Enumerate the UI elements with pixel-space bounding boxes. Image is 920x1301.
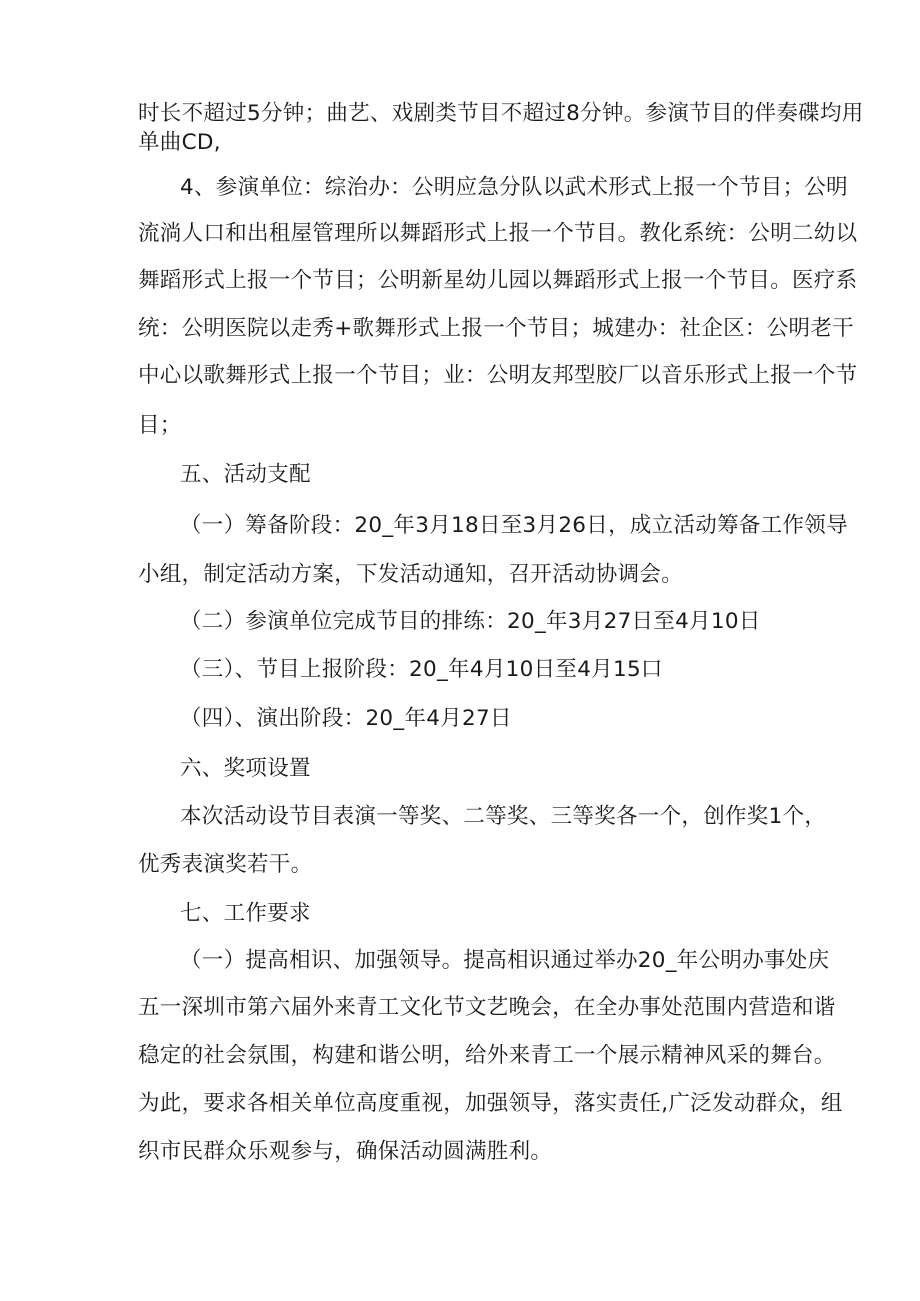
- text-line-requirement-one: （一）提高相识、加强领导。提高相识通过举办20_年公明办事处庆: [180, 948, 830, 973]
- text-line: 小组，制定活动方案，下发活动通知，召开活动协调会。: [138, 562, 684, 587]
- section-heading-activity-schedule: 五、活动支配: [180, 462, 311, 487]
- text-line-preparation-stage: （一）筹备阶段：20_年3月18日至3月26日，成立活动筹备工作领导: [180, 513, 848, 538]
- text-line-duration-limit: 时长不超过5分钟；曲艺、戏剧类节目不超过8分钟。参演节目的伴奏碟均用: [138, 101, 864, 126]
- text-line: 稳定的社会氛围，构建和谐公明，给外来青工一个展示精神风采的舞台。: [138, 1043, 836, 1068]
- text-line: 五一深圳市第六届外来青工文化节文艺晚会，在全办事处范围内营造和谐: [138, 995, 836, 1020]
- section-heading-awards: 六、奖项设置: [180, 756, 311, 781]
- text-line: 舞蹈形式上报一个节目；公明新星幼儿园以舞蹈形式上报一个节目。医疗系: [138, 268, 858, 293]
- text-line-rehearsal-stage: （二）参演单位完成节目的排练：20_年3月27日至4月10日: [180, 609, 761, 634]
- text-line-single-cd: 单曲CD,: [138, 130, 221, 155]
- text-line: 织市民群众乐观参与，确保活动圆满胜利。: [138, 1139, 553, 1164]
- text-line: 为此，要求各相关单位高度重视，加强领导，落实责任,广泛发动群众，组: [138, 1091, 843, 1116]
- text-line-awards: 本次活动设节目表演一等奖、二等奖、三等奖各一个，创作奖1个，: [180, 804, 827, 829]
- section-heading-work-requirements: 七、工作要求: [180, 901, 311, 926]
- text-line-reporting-stage: （三）、节目上报阶段：20_年4月10日至4月15口: [180, 657, 663, 682]
- text-line-participants-heading: 4、参演单位：综治办：公明应急分队以武术形式上报一个节目；公明: [180, 175, 848, 200]
- text-line: 目；: [138, 413, 182, 438]
- text-line: 优秀表演奖若干。: [138, 852, 313, 877]
- text-line: 统：公明医院以走秀+歌舞形式上报一个节目；城建办：社企区：公明老干: [138, 316, 854, 341]
- text-line: 流淌人口和出租屋管理所以舞蹈形式上报一个节目。教化系统：公明二幼以: [138, 221, 858, 246]
- text-line: 中心以歌舞形式上报一个节目；业：公明友邦型胶厂以音乐形式上报一个节: [138, 363, 858, 388]
- text-line-performance-stage: （四）、演出阶段：20_年4月27日: [180, 706, 512, 731]
